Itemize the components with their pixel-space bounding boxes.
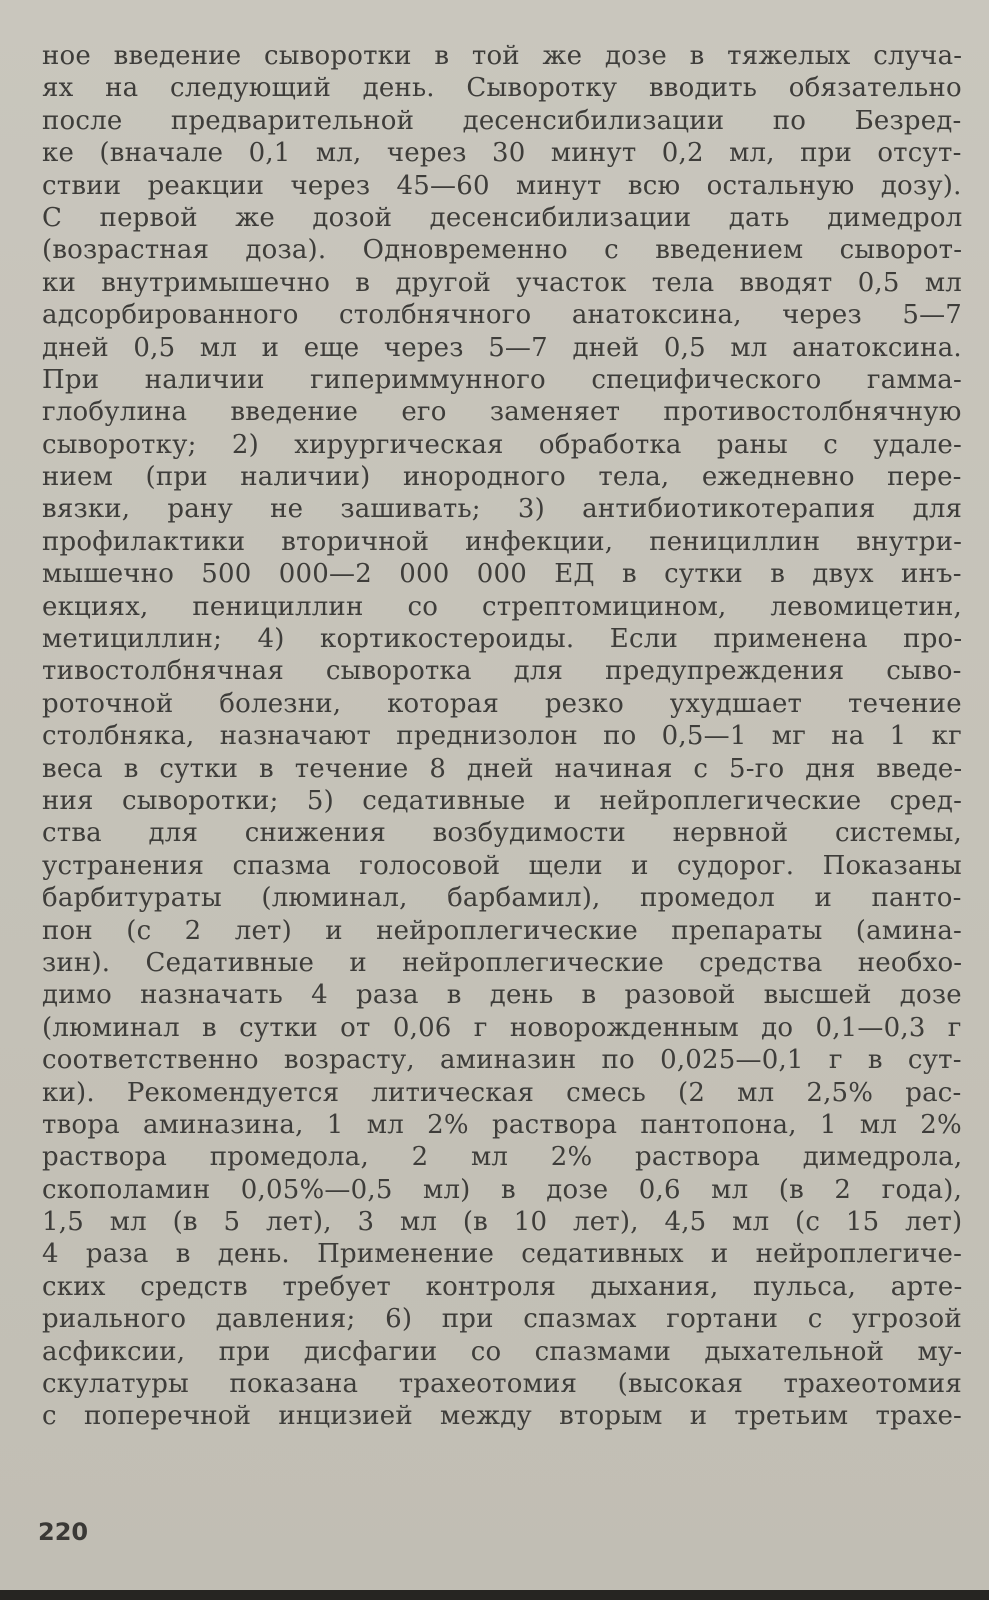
text-line: скулатуры показана трахеотомия (высокая трахеотомия	[42, 1369, 962, 1400]
text-line: тивостолбнячная сыворотка для предупреждения сыво-	[42, 656, 962, 687]
text-line: вязки, рану не зашивать; 3) антибиотикотерапия для	[42, 494, 963, 525]
text-line: барбитураты (люминал, барбамил), промедол и панто-	[42, 883, 962, 914]
body-text	[42, 40, 962, 1433]
text-line: соответственно возрасту, аминазин по 0,025—0,1 г в сут-	[42, 1045, 962, 1076]
text-line: ке (вначале 0,1 мл, через 30 минут 0,2 мл, при отсут-	[42, 138, 962, 169]
text-line: твора аминазина, 1 мл 2% раствора пантопона, 1 мл 2%	[42, 1109, 962, 1140]
text-line: с поперечной инцизией между вторым и третьим трахе-	[42, 1401, 963, 1432]
text-line: профилактики вторичной инфекции, пенициллин внутри-	[42, 526, 963, 557]
text-line: после предварительной десенсибилизации по Безред-	[42, 105, 962, 136]
text-line: пон (с 2 лет) и нейроплегические препараты (амина-	[42, 915, 963, 946]
text-line: 4 раза в день. Применение седативных и нейроплегиче-	[42, 1239, 963, 1270]
text-line: раствора промедола, 2 мл 2% раствора димедрола,	[42, 1142, 963, 1173]
text-line: дней 0,5 мл и еще через 5—7 дней 0,5 мл анатоксина.	[42, 332, 962, 363]
text-line: устранения спазма голосовой щели и судорог. Показаны	[42, 850, 962, 881]
text-line: 1,5 мл (в 5 лет), 3 мл (в 10 лет), 4,5 мл (с 15 лет)	[42, 1207, 963, 1238]
text-line: нием (при наличии) инородного тела, ежедневно пере-	[42, 462, 962, 493]
text-line: веса в сутки в течение 8 дней начиная с 5-го дня введе-	[42, 753, 963, 784]
text-line: (люминал в сутки от 0,06 г новорожденным до 0,1—0,3 г	[42, 1012, 962, 1043]
text-line: При наличии гипериммунного специфического гамма-	[42, 364, 962, 395]
text-line: метициллин; 4) кортикостероиды. Если применена про-	[42, 624, 963, 655]
text-line: асфиксии, при дисфагии со спазмами дыхательной му-	[42, 1336, 963, 1367]
text-line: ное введение сыворотки в той же дозе в тяжелых случа-	[42, 41, 963, 71]
text-line: ства для снижения возбудимости нервной системы,	[42, 818, 962, 849]
text-line: ки внутримышечно в другой участок тела вводят 0,5 мл	[42, 267, 962, 298]
text-line: столбняка, назначают преднизолон по 0,5—1 мг на 1 кг	[42, 721, 962, 752]
page-number: 220	[38, 1518, 89, 1546]
text-line: (возрастная доза). Одновременно с введением сыворот-	[42, 235, 963, 266]
text-line: риального давления; 6) при спазмах гортани с угрозой	[42, 1304, 962, 1335]
text-line: ки). Рекомендуется литическая смесь (2 мл 2,5% рас-	[42, 1077, 962, 1108]
text-line: роточной болезни, которая резко ухудшает течение	[42, 688, 962, 719]
text-line: ях на следующий день. Сыворотку вводить обязательно	[42, 73, 962, 104]
text-line: адсорбированного столбнячного анатоксина, через 5—7	[42, 300, 963, 331]
scan-edge	[0, 1590, 989, 1600]
text-line: зин). Седативные и нейроплегические средства необхо-	[42, 947, 963, 978]
text-line: екциях, пенициллин со стрептомицином, левомицетин,	[42, 591, 962, 622]
text-line: ских средств требует контроля дыхания, пульса, арте-	[42, 1271, 963, 1302]
text-line: глобулина введение его заменяет противостолбнячную	[42, 397, 962, 428]
text-line: ния сыворотки; 5) седативные и нейроплегические сред-	[42, 785, 963, 816]
text-line: скополамин 0,05%—0,5 мл) в дозе 0,6 мл (в 2 года),	[42, 1174, 963, 1205]
text-line: мышечно 500 000—2 000 000 ЕД в сутки в двух инъ-	[42, 559, 962, 590]
text-line: димо назначать 4 раза в день в разовой высшей дозе	[42, 980, 962, 1011]
text-line: сыворотку; 2) хирургическая обработка раны с удале-	[42, 429, 962, 460]
text-line: С первой же дозой десенсибилизации дать димедрол	[42, 202, 963, 233]
text-line: ствии реакции через 45—60 минут всю остальную дозу).	[42, 170, 962, 201]
